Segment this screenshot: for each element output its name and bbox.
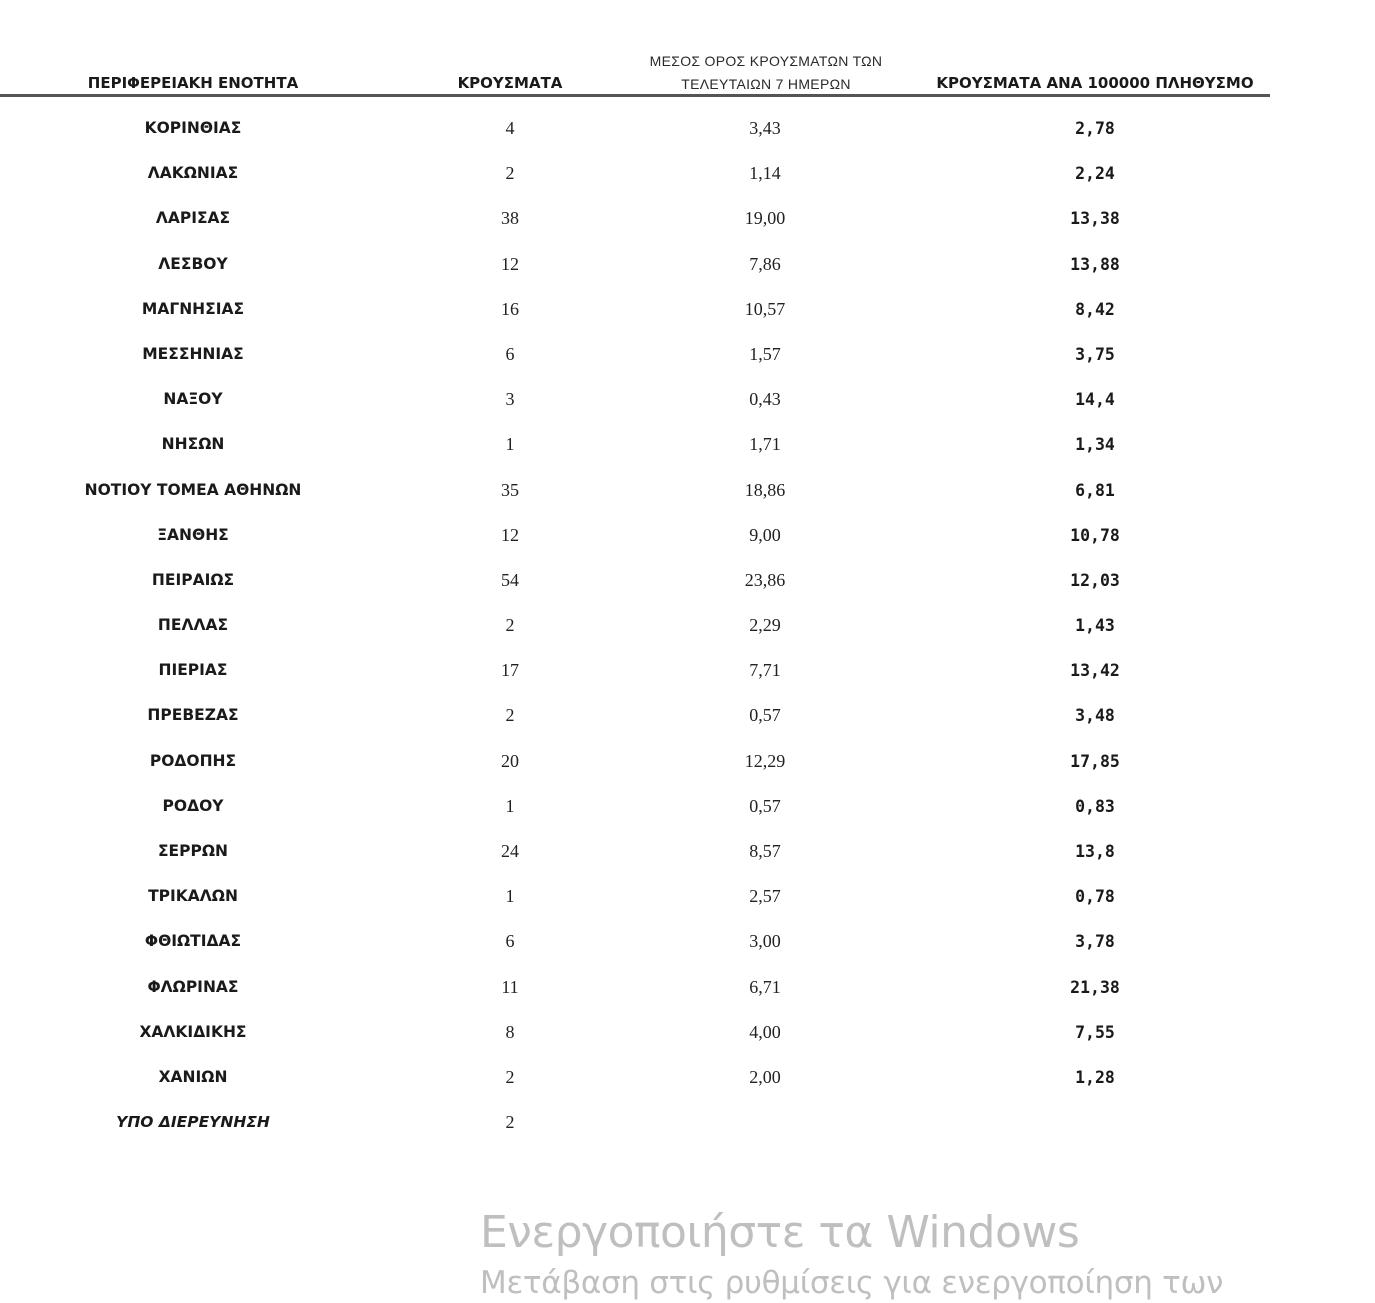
table-row bbox=[0, 739, 1300, 784]
cell-cases: 1 bbox=[505, 795, 515, 816]
table-row bbox=[0, 1055, 1300, 1100]
cell-region: ΥΠΟ ΔΙΕΡΕΥΝΗΣΗ bbox=[116, 1113, 270, 1132]
table-row bbox=[0, 468, 1300, 513]
cell-cases: 11 bbox=[501, 976, 519, 997]
cell-per-100k: 2,78 bbox=[1075, 119, 1115, 138]
cell-per-100k: 13,42 bbox=[1070, 661, 1120, 681]
table-body bbox=[0, 106, 1300, 1145]
cell-region: ΛΑΡΙΣΑΣ bbox=[155, 209, 231, 228]
cell-per-100k: 10,78 bbox=[1070, 525, 1120, 545]
cell-average: 6,71 bbox=[749, 976, 781, 997]
cell-cases: 35 bbox=[501, 479, 519, 500]
cell-region: ΠΡΕΒΕΖΑΣ bbox=[147, 706, 239, 725]
cell-cases: 1 bbox=[505, 434, 515, 455]
cell-average: 7,71 bbox=[749, 660, 781, 681]
cell-average: 2,29 bbox=[749, 615, 781, 636]
watermark-title: Ενεργοποιήστε τα Windows bbox=[480, 1207, 1080, 1258]
cell-cases: 16 bbox=[501, 298, 519, 319]
cell-region: ΠΕΛΛΑΣ bbox=[157, 616, 229, 635]
cell-cases: 2 bbox=[505, 1112, 515, 1133]
header-average bbox=[606, 50, 926, 96]
cell-cases: 38 bbox=[501, 208, 519, 229]
cell-average: 1,14 bbox=[749, 163, 781, 184]
cell-average: 1,71 bbox=[749, 434, 781, 455]
cell-per-100k: 8,42 bbox=[1075, 299, 1115, 319]
cell-region: ΝΑΞΟΥ bbox=[163, 390, 223, 409]
cell-cases: 12 bbox=[501, 524, 519, 545]
table-row bbox=[0, 287, 1300, 332]
cell-region: ΡΟΔΟΥ bbox=[162, 796, 224, 815]
cell-per-100k: 14,4 bbox=[1075, 390, 1115, 410]
table-row bbox=[0, 829, 1300, 874]
cell-average: 12,29 bbox=[744, 750, 786, 771]
table-row bbox=[0, 784, 1300, 829]
cell-region: ΝΟΤΙΟΥ ΤΟΜΕΑ ΑΘΗΝΩΝ bbox=[84, 480, 302, 499]
cell-cases: 12 bbox=[501, 253, 519, 274]
cell-region: ΦΘΙΩΤΙΔΑΣ bbox=[144, 932, 242, 951]
cell-cases: 2 bbox=[505, 705, 515, 726]
cell-average: 18,86 bbox=[744, 479, 786, 500]
cell-cases: 6 bbox=[505, 343, 515, 364]
cell-average: 23,86 bbox=[744, 569, 786, 590]
cell-average: 3,43 bbox=[749, 118, 781, 138]
table-row bbox=[0, 332, 1300, 377]
cell-region: ΣΕΡΡΩΝ bbox=[157, 842, 229, 860]
cell-cases: 1 bbox=[505, 886, 515, 907]
cell-average: 1,57 bbox=[749, 343, 781, 364]
cell-region: ΜΕΣΣΗΝΙΑΣ bbox=[142, 344, 244, 363]
cell-average: 0,57 bbox=[749, 705, 781, 726]
cell-average: 9,00 bbox=[749, 524, 781, 545]
cell-cases: 20 bbox=[501, 750, 519, 771]
cell-per-100k: 7,55 bbox=[1075, 1022, 1115, 1042]
cell-average: 0,43 bbox=[749, 389, 781, 410]
cell-per-100k: 2,24 bbox=[1075, 164, 1115, 184]
table-row bbox=[0, 1010, 1300, 1055]
table-row bbox=[0, 513, 1300, 558]
cell-region: ΧΑΝΙΩΝ bbox=[158, 1067, 228, 1086]
cell-per-100k: 0,83 bbox=[1075, 796, 1115, 816]
cell-average: 3,00 bbox=[749, 931, 781, 952]
header-region: ΠΕΡΙΦΕΡΕΙΑΚΗ ΕΝΟΤΗΤΑ bbox=[87, 74, 299, 92]
cell-region: ΧΑΛΚΙΔΙΚΗΣ bbox=[139, 1022, 247, 1041]
cell-region: ΤΡΙΚΑΛΩΝ bbox=[148, 887, 238, 906]
cell-average: 19,00 bbox=[744, 208, 786, 229]
cell-region: ΞΑΝΘΗΣ bbox=[157, 525, 229, 544]
header-divider bbox=[0, 94, 1270, 97]
table-row bbox=[0, 1100, 1300, 1145]
cell-per-100k: 3,48 bbox=[1075, 706, 1115, 726]
table-row bbox=[0, 106, 1300, 151]
cell-average: 8,57 bbox=[749, 841, 781, 861]
table-row bbox=[0, 693, 1300, 738]
cell-region: ΛΕΣΒΟΥ bbox=[158, 254, 228, 273]
table-row bbox=[0, 242, 1300, 287]
cell-cases: 24 bbox=[501, 841, 519, 861]
cell-per-100k: 0,78 bbox=[1075, 887, 1115, 907]
watermark-subtitle: Μετάβαση στις ρυθμίσεις για ενεργοποίηση των bbox=[480, 1265, 1224, 1301]
header-cases: ΚΡΟΥΣΜΑΤΑ bbox=[457, 74, 563, 92]
cell-cases: 17 bbox=[501, 660, 519, 681]
cell-cases: 2 bbox=[505, 615, 515, 636]
cell-per-100k: 13,38 bbox=[1070, 209, 1120, 229]
cell-region: ΡΟΔΟΠΗΣ bbox=[149, 751, 237, 770]
cell-per-100k: 21,38 bbox=[1070, 977, 1120, 997]
cell-region: ΜΑΓΝΗΣΙΑΣ bbox=[141, 299, 245, 318]
cell-per-100k: 12,03 bbox=[1070, 570, 1120, 590]
cell-per-100k: 1,43 bbox=[1075, 616, 1115, 636]
header-per-100k: ΚΡΟΥΣΜΑΤΑ ΑΝΑ 100000 ΠΛΗΘΥΣΜΟ bbox=[936, 74, 1254, 92]
cell-region: ΠΙΕΡΙΑΣ bbox=[158, 661, 228, 680]
table-row bbox=[0, 603, 1300, 648]
cell-average: 2,57 bbox=[749, 886, 781, 907]
cell-cases: 54 bbox=[501, 569, 519, 590]
cell-region: ΠΕΙΡΑΙΩΣ bbox=[151, 570, 235, 589]
table-row bbox=[0, 558, 1300, 603]
cell-per-100k: 3,75 bbox=[1075, 344, 1115, 364]
cell-per-100k: 13,88 bbox=[1070, 254, 1120, 274]
table-row bbox=[0, 196, 1300, 241]
table-row bbox=[0, 874, 1300, 919]
cell-region: ΛΑΚΩΝΙΑΣ bbox=[147, 164, 239, 183]
table-row bbox=[0, 422, 1300, 467]
cell-region: ΝΗΣΩΝ bbox=[161, 435, 225, 454]
table-row bbox=[0, 377, 1300, 422]
cell-cases: 2 bbox=[505, 163, 515, 184]
table-row bbox=[0, 919, 1300, 964]
cell-per-100k: 1,34 bbox=[1075, 435, 1115, 455]
cell-cases: 3 bbox=[505, 389, 515, 410]
cell-average: 0,57 bbox=[749, 795, 781, 816]
cell-cases: 8 bbox=[505, 1021, 515, 1042]
cell-per-100k: 6,81 bbox=[1075, 480, 1115, 500]
windows-activation-watermark bbox=[480, 1203, 1223, 1303]
cell-per-100k: 1,28 bbox=[1075, 1067, 1115, 1087]
table-row bbox=[0, 965, 1300, 1010]
cell-region: ΦΛΩΡΙΝΑΣ bbox=[147, 977, 239, 996]
cell-average: 2,00 bbox=[749, 1066, 781, 1087]
cell-average: 4,00 bbox=[749, 1021, 781, 1042]
table-row bbox=[0, 151, 1300, 196]
cell-cases: 2 bbox=[505, 1066, 515, 1087]
cell-cases: 4 bbox=[505, 118, 515, 138]
cell-cases: 6 bbox=[505, 931, 515, 952]
header-average-line2: ΤΕΛΕΥΤΑΙΩΝ 7 ΗΜΕΡΩΝ bbox=[681, 76, 851, 92]
cell-per-100k: 3,78 bbox=[1075, 932, 1115, 952]
cell-region: ΚΟΡΙΝΘΙΑΣ bbox=[144, 119, 242, 137]
cell-per-100k: 13,8 bbox=[1075, 842, 1115, 861]
cell-per-100k: 17,85 bbox=[1070, 751, 1120, 771]
cell-average: 10,57 bbox=[744, 298, 786, 319]
header-average-line1: ΜΕΣΟΣ ΟΡΟΣ ΚΡΟΥΣΜΑΤΩΝ ΤΩΝ bbox=[649, 53, 883, 69]
table-row bbox=[0, 648, 1300, 693]
cell-average: 7,86 bbox=[749, 253, 781, 274]
